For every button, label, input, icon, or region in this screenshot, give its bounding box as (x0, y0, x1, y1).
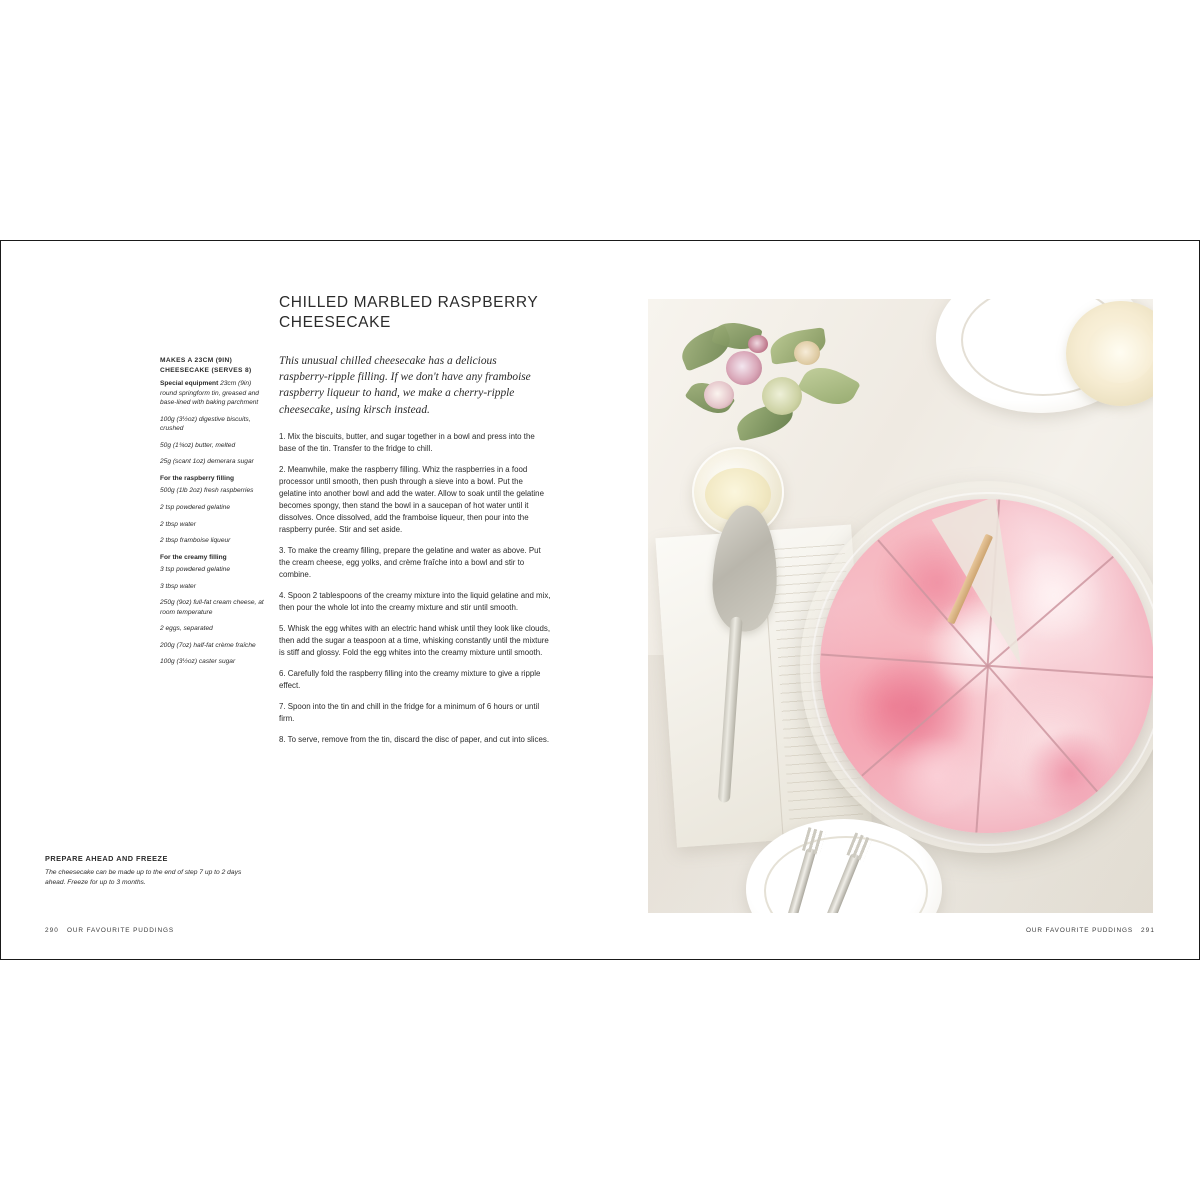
method-step: 5. Whisk the egg whites with an electric hand whisk until they look like clouds, then add the sugar a teaspoon at a time, whisking constantly until the mixture is stiff and glossy. Fold the egg whites into the creamy mixture until smooth. (279, 624, 551, 658)
prepare-ahead-block (45, 854, 245, 888)
page-title: CHILLED MARBLED RASPBERRY CHEESECAKE (279, 294, 539, 332)
flower-bouquet (674, 323, 864, 463)
folio-left-text: OUR FAVOURITE PUDDINGS (67, 927, 175, 934)
method-step: 1. Mix the biscuits, butter, and sugar together in a bowl and press into the base of the tin. Transfer to the fridge to chill. (279, 432, 535, 454)
left-page (0, 241, 600, 961)
ingredient-item: 100g (3½oz) digestive biscuits, crushed (160, 415, 251, 433)
recipe-photo (648, 299, 1153, 913)
ingredient-item: 100g (3½oz) caster sugar (160, 658, 236, 666)
ingredient-item: 3 tsp powdered gelatine (160, 566, 231, 574)
flower-bloom (748, 335, 768, 353)
book-spread (0, 240, 1200, 960)
recipe-intro: This unusual chilled cheesecake has a delicious raspberry-ripple filling. If we don't have any framboise raspberry liqueur to hand, we make a cherry-ripple cheesecake, using kirsch instead. (279, 355, 531, 416)
ingredient-item: 2 tbsp water (160, 520, 196, 528)
ingredient-item: 3 tbsp water (160, 582, 196, 590)
ingredient-item: 2 tbsp framboise liqueur (160, 537, 231, 545)
method-step: 6. Carefully fold the raspberry filling into the creamy mixture to give a ripple effect. (279, 669, 541, 691)
method-step: 8. To serve, remove from the tin, discard the disc of paper, and cut into slices. (279, 735, 550, 745)
ingredient-item: 250g (9oz) full-fat cream cheese, at room temperature (160, 599, 264, 616)
cake-server-blade (711, 504, 779, 632)
method-step: 2. Meanwhile, make the raspberry filling. Whiz the raspberries in a food processor until smooth, then push through a sieve into a bowl. Put the gelatine into another bowl and add the water. Allow to soak until the gelatine becomes spongy, then stand the bowl in a saucepan of hot water until it dissolves. Once dissolved, add the framboise liqueur, then pour into the raspberry purée. Stir and set aside. (279, 465, 544, 535)
method-steps (279, 431, 551, 755)
ingredient-item: 50g (1¾oz) butter, melted (160, 441, 236, 449)
special-equipment-text: 23cm (9in) round springform tin, greased and base-lined with baking parchment (160, 380, 259, 407)
ingredient-item: 2 eggs, separated (160, 625, 213, 633)
special-equipment-label: Special equipment (160, 380, 219, 388)
ingredients-subheading-raspberry: For the raspberry filling (160, 474, 235, 482)
flower-bloom (726, 351, 762, 385)
folio-right (1026, 927, 1155, 934)
method-step: 7. Spoon into the tin and chill in the fridge for a minimum of 6 hours or until firm. (279, 702, 540, 724)
ingredients-subheading-creamy: For the creamy filling (160, 553, 227, 561)
ingredients-column (160, 356, 264, 674)
cake-server-handle (718, 617, 743, 803)
right-page (600, 241, 1200, 961)
folio-right-number: 291 (1141, 927, 1155, 934)
raspberry-swirl (887, 739, 987, 812)
folio-left-number: 290 (45, 927, 59, 934)
method-step: 3. To make the creamy filling, prepare the gelatine and water as above. Put the cream cheese, egg yolks, and crème fraîche into a bowl and stir to combine. (279, 546, 541, 580)
flower-bloom (762, 377, 802, 415)
recipe-yield: MAKES A 23CM (9IN) CHEESECAKE (SERVES 8) (160, 357, 252, 374)
flower-bloom (794, 341, 820, 365)
prepare-ahead-text: The cheesecake can be made up to the end of step 7 up to 2 days ahead. Freeze for up to 3 months. (45, 869, 242, 887)
ingredient-item: 500g (1lb 2oz) fresh raspberries (160, 487, 254, 495)
ingredient-item: 25g (scant 1oz) demerara sugar (160, 458, 254, 466)
special-equipment (160, 379, 264, 408)
folio-left (45, 927, 174, 934)
leaf (797, 358, 861, 413)
flower-bloom (704, 381, 734, 409)
prepare-ahead-title: PREPARE AHEAD AND FREEZE (45, 854, 168, 863)
ingredient-item: 2 tsp powdered gelatine (160, 504, 231, 512)
method-step: 4. Spoon 2 tablespoons of the creamy mixture into the liquid gelatine and mix, then pour the whole lot into the creamy mixture and stir until smooth. (279, 591, 551, 613)
ingredient-item: 200g (7oz) half-fat crème fraîche (160, 641, 256, 649)
folio-right-text: OUR FAVOURITE PUDDINGS (1025, 927, 1133, 934)
raspberry-swirl (1020, 733, 1120, 813)
